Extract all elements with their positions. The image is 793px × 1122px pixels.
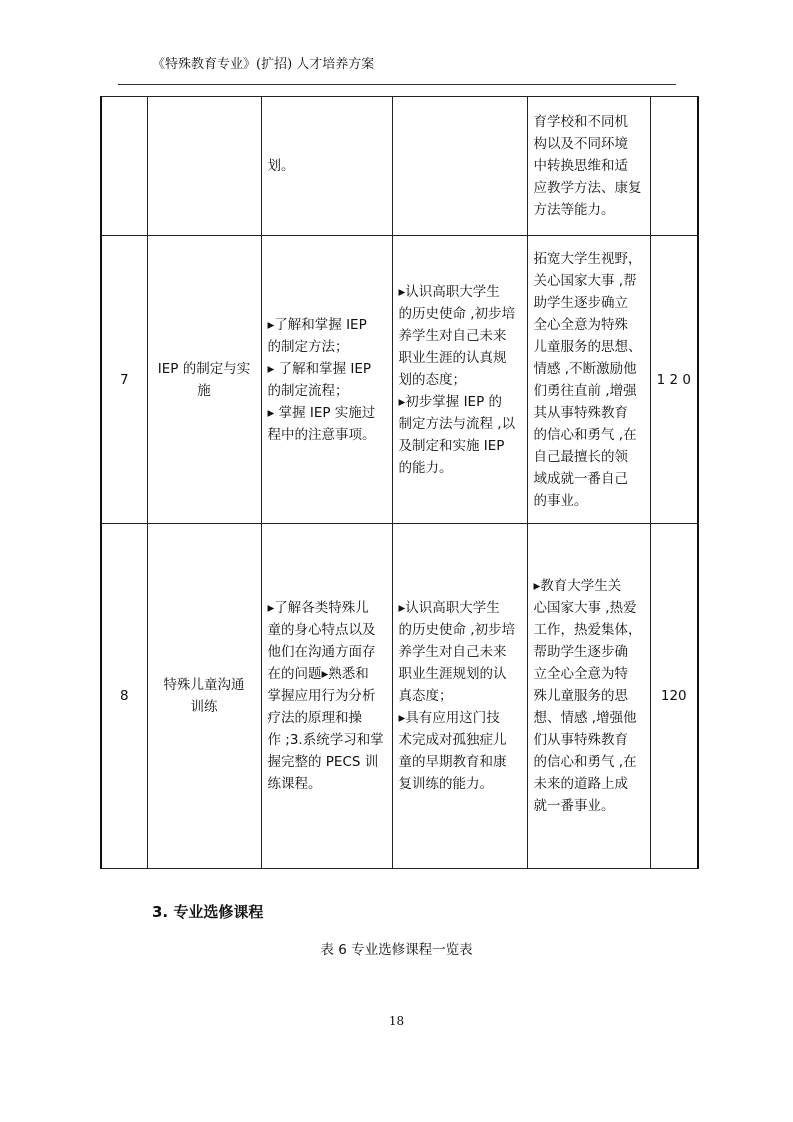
cell-line: 训练 — [190, 699, 218, 715]
table-caption: 表 6 专业选修课程一览表 — [320, 942, 473, 958]
cell-line: 全心全意为特殊 — [533, 316, 628, 333]
cell-line: 复训练的能力。 — [398, 776, 493, 792]
cell-line: 们从事特殊教育 — [533, 732, 628, 748]
cell-num — [101, 97, 147, 236]
core-courses-table — [100, 96, 699, 869]
cell-line: 养学生对自己未来 — [398, 327, 507, 344]
cell-ability — [392, 524, 527, 869]
cell-line: ▸具有应用这门技 — [398, 710, 500, 726]
cell-line: 童的早期教育和康 — [398, 754, 507, 770]
cell-line: 儿童服务的思想、 — [533, 338, 642, 355]
cell-line: 的制定流程； — [267, 382, 349, 399]
cell-line: 中转换思维和适 — [533, 158, 628, 174]
cell-name — [147, 524, 261, 869]
cell-line: 程中的注意事项。 — [267, 426, 376, 443]
cell-line: 关心国家大事 ,帮 — [533, 272, 637, 289]
cell-line: 拓宽大学生视野， — [533, 250, 642, 267]
cell-line: 助学生逐步确立 — [533, 294, 628, 311]
cell-line: 养学生对自己未来 — [398, 644, 507, 660]
cell-line: 疗法的原理和操 — [267, 710, 362, 726]
cell-ability — [392, 236, 527, 524]
cell-line: 工作，热爱集体， — [533, 622, 642, 638]
cell-hours: 1 2 0 — [650, 236, 698, 524]
cell-line: 应教学方法、康复 — [533, 180, 642, 196]
cell-line: 们勇往直前 ,增强 — [533, 382, 637, 399]
cell-ability — [392, 97, 527, 236]
cell-line: ▸初步掌握 IEP 的 — [398, 393, 503, 410]
cell-line: 在的问题▸熟悉和 — [267, 666, 369, 682]
cell-quality — [527, 524, 650, 869]
cell-line: ▸认识高职大学生 — [398, 600, 500, 616]
cell-num: 7 — [101, 236, 147, 524]
cell-line: 域成就一番自己 — [533, 470, 628, 487]
cell-line: 握完整的 PECS 训 — [267, 754, 379, 770]
cell-line: ▸认识高职大学生 — [398, 283, 500, 300]
cell-line: 划。 — [267, 158, 295, 174]
cell-line: 特殊儿童沟通 — [163, 677, 245, 693]
cell-line: 情感 ,不断激励他 — [533, 360, 637, 377]
table-row — [101, 524, 698, 869]
table-row-continuation — [101, 97, 698, 236]
cell-line: 的事业。 — [533, 492, 588, 509]
page-number: 18 — [388, 1014, 405, 1028]
cell-line: ▸ 掌握 IEP 实施过 — [267, 404, 376, 421]
document-header: 《特殊教育专业》(扩招) 人才培养方案 — [152, 57, 375, 72]
cell-line: ▸了解各类特殊儿 — [267, 600, 369, 616]
cell-quality — [527, 97, 650, 236]
cell-line: 真态度； — [398, 688, 453, 704]
cell-hours — [650, 97, 698, 236]
cell-line: 其从事特殊教育 — [533, 404, 628, 421]
cell-num: 8 — [101, 524, 147, 869]
cell-line: 施 — [197, 382, 211, 399]
cell-line: 方法等能力。 — [533, 202, 615, 218]
cell-line: 的能力。 — [398, 459, 453, 476]
cell-line: 的信心和勇气 ,在 — [533, 426, 637, 443]
cell-line: 立全心全意为特 — [533, 666, 628, 682]
cell-line: 殊儿童服务的思 — [533, 688, 628, 704]
cell-line: 的制定方法； — [267, 338, 349, 355]
cell-name — [147, 236, 261, 524]
cell-line: 想、情感 ,增强他 — [533, 710, 637, 726]
cell-line: ▸了解和掌握 IEP — [267, 316, 367, 333]
header-rule — [118, 84, 676, 85]
cell-line: ▸教育大学生关 — [533, 578, 622, 594]
cell-line: 掌握应用行为分析 — [267, 688, 376, 704]
cell-line: ▸ 了解和掌握 IEP — [267, 360, 372, 377]
cell-line: 心国家大事 ,热爱 — [533, 600, 637, 616]
cell-line: 职业生涯的认真规 — [398, 349, 507, 366]
cell-line: IEP 的制定与实 — [157, 360, 251, 377]
cell-line: 他们在沟通方面存 — [267, 644, 376, 660]
section-title: 3. 专业选修课程 — [152, 903, 264, 921]
cell-line: 划的态度； — [398, 371, 466, 388]
cell-line: 作 ;3.系统学习和掌 — [267, 732, 384, 748]
cell-line: 职业生涯规划的认 — [398, 666, 507, 682]
cell-line: 育学校和不同机 — [533, 114, 628, 130]
cell-line: 及制定和实施 IEP — [398, 437, 505, 454]
cell-line: 就一番事业。 — [533, 798, 615, 814]
cell-line: 的历史使命 ,初步培 — [398, 305, 516, 322]
cell-line: 童的身心特点以及 — [267, 622, 376, 638]
cell-line: 的历史使命 ,初步培 — [398, 622, 516, 638]
cell-name — [147, 97, 261, 236]
cell-line: 自己最擅长的领 — [533, 448, 628, 465]
cell-line: 练课程。 — [267, 776, 322, 792]
cell-hours: 120 — [650, 524, 698, 869]
table-row — [101, 236, 698, 524]
cell-line: 构以及不同环境 — [533, 136, 628, 152]
cell-knowledge — [261, 524, 392, 869]
cell-line: 制定方法与流程 ,以 — [398, 415, 516, 432]
cell-quality — [527, 236, 650, 524]
cell-line: 帮助学生逐步确 — [533, 644, 628, 660]
cell-knowledge — [261, 236, 392, 524]
cell-line: 术完成对孤独症儿 — [398, 732, 507, 748]
cell-knowledge — [261, 97, 392, 236]
cell-line: 未来的道路上成 — [533, 776, 628, 792]
cell-line: 的信心和勇气 ,在 — [533, 754, 637, 770]
